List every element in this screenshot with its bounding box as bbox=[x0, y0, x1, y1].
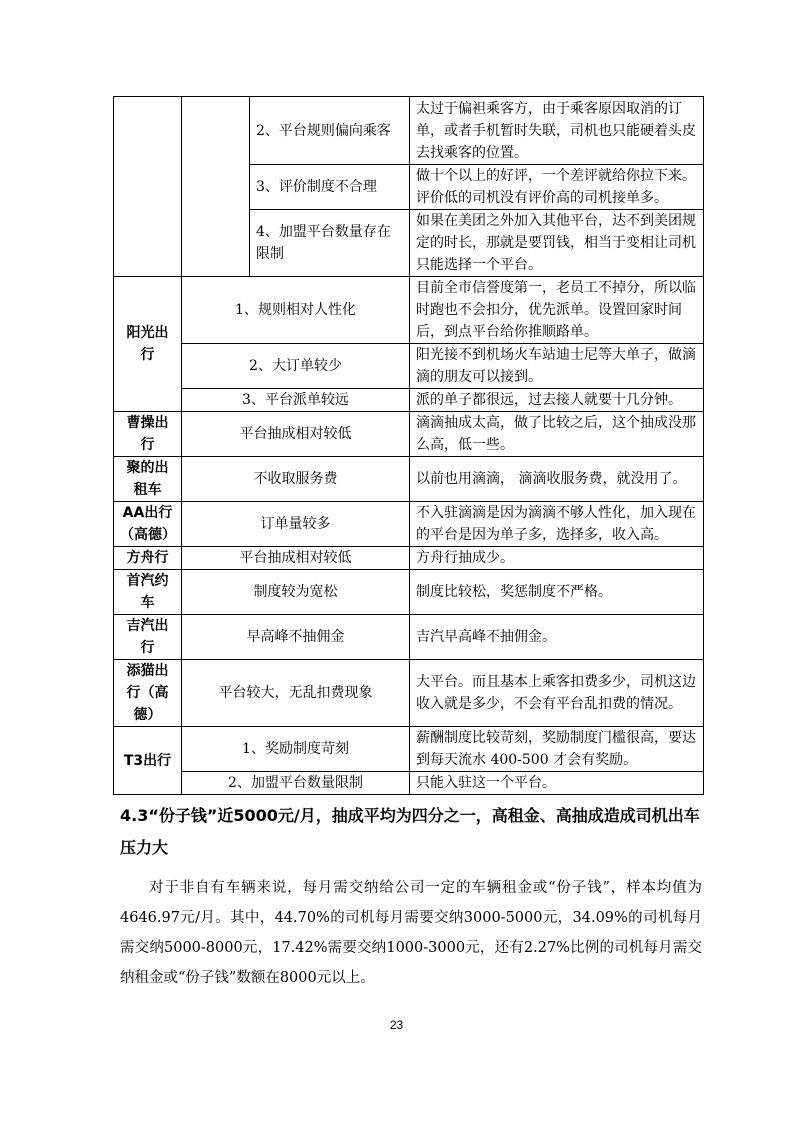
factor-cell: 早高峰不抽佣金 bbox=[182, 615, 410, 660]
factor-cell: 3、评价制度不合理 bbox=[250, 165, 410, 210]
description-cell: 阳光接不到机场火车站迪士尼等大单子，做滴滴的朋友可以接到。 bbox=[410, 344, 704, 389]
table-row bbox=[114, 502, 704, 547]
description-cell: 派的单子都很远，过去接人就要十几分钟。 bbox=[410, 389, 704, 412]
company-cell: 阳光出行 bbox=[114, 277, 182, 412]
table-row bbox=[114, 412, 704, 457]
description-cell: 只能入驻这一个平台。 bbox=[410, 772, 704, 795]
table-row bbox=[114, 547, 704, 570]
section-heading: 4.3“份子钱”近5000元/月，抽成平均为四分之一，高租金、高抽成造成司机出车压力大 bbox=[120, 806, 700, 857]
table-row bbox=[114, 660, 704, 727]
company-cell: 首汽约车 bbox=[114, 570, 182, 615]
factor-cell: 1、规则相对人性化 bbox=[182, 277, 410, 344]
table-row bbox=[114, 727, 704, 772]
factor-cell: 3、平台派单较远 bbox=[182, 389, 410, 412]
table-row bbox=[114, 772, 704, 795]
factor-cell: 订单量较多 bbox=[182, 502, 410, 547]
table-row bbox=[114, 457, 704, 502]
factor-cell: 2、加盟平台数量限制 bbox=[182, 772, 410, 795]
factor-cell: 2、平台规则偏向乘客 bbox=[250, 97, 410, 165]
description-cell: 方舟行抽成少。 bbox=[410, 547, 704, 570]
company-cell: AA出行（高德） bbox=[114, 502, 182, 547]
description-cell: 以前也用滴滴， 滴滴收服务费，就没用了。 bbox=[410, 457, 704, 502]
company-cell: 方舟行 bbox=[114, 547, 182, 570]
factor-cell: 不收取服务费 bbox=[182, 457, 410, 502]
description-cell: 吉汽早高峰不抽佣金。 bbox=[410, 615, 704, 660]
description-cell: 滴滴抽成太高，做了比较之后，这个抽成没那么高，低一些。 bbox=[410, 412, 704, 457]
description-cell: 薪酬制度比较苛刻，奖励制度门槛很高，要达到每天流水 400-500 才会有奖励。 bbox=[410, 727, 704, 772]
table-row bbox=[114, 344, 704, 389]
blank-cell bbox=[182, 97, 250, 277]
table-row bbox=[114, 277, 704, 344]
description-cell: 制度比较松，奖惩制度不严格。 bbox=[410, 570, 704, 615]
company-cell: T3出行 bbox=[114, 727, 182, 795]
factor-cell: 2、大订单较少 bbox=[182, 344, 410, 389]
company-cell: 聚的出租车 bbox=[114, 457, 182, 502]
table-row bbox=[114, 615, 704, 660]
table-row bbox=[114, 570, 704, 615]
page-number: 23 bbox=[389, 1018, 404, 1032]
factor-cell: 4、加盟平台数量存在限制 bbox=[250, 210, 410, 277]
table-row bbox=[114, 97, 704, 165]
body-paragraph: 对于非自有车辆来说，每月需交纳给公司一定的车辆租金或“份子钱”，样本均值为4646.97元/月。其中，44.70%的司机每月需要交纳3000-5000元，34.09%的司机每月需交纳5000-8000元，17.42%需要交纳1000-3000元，还有2.27%比例的司机每月需交纳租金或“份子钱”数额在8000元以上。 bbox=[120, 880, 702, 986]
description-cell: 如果在美团之外加入其他平台，达不到美团规定的时长，那就是要罚钱，相当于变相让司机只能选择一个平台。 bbox=[410, 210, 704, 277]
company-cell: 曹操出行 bbox=[114, 412, 182, 457]
description-cell: 太过于偏袒乘客方，由于乘客原因取消的订单，或者手机暂时失联，司机也只能硬着头皮去找乘客的位置。 bbox=[410, 97, 704, 165]
description-cell: 不入驻滴滴是因为滴滴不够人性化，加入现在的平台是因为单子多，选择多，收入高。 bbox=[410, 502, 704, 547]
platform-comparison-table bbox=[113, 96, 704, 795]
factor-cell: 平台较大，无乱扣费现象 bbox=[182, 660, 410, 727]
description-cell: 大平台。而且基本上乘客扣费多少，司机这边收入就是多少，不会有平台乱扣费的情况。 bbox=[410, 660, 704, 727]
description-cell: 做十个以上的好评，一个差评就给你拉下来。评价低的司机没有评价高的司机接单多。 bbox=[410, 165, 704, 210]
company-cell: 吉汽出行 bbox=[114, 615, 182, 660]
factor-cell: 平台抽成相对较低 bbox=[182, 547, 410, 570]
description-cell: 目前全市信誉度第一，老员工不掉分，所以临时跑也不会扣分，优先派单。设置回家时间后，到点平台给你推顺路单。 bbox=[410, 277, 704, 344]
factor-cell: 平台抽成相对较低 bbox=[182, 412, 410, 457]
company-cell bbox=[114, 97, 182, 277]
table-row bbox=[114, 389, 704, 412]
company-cell: 添猫出行（高德） bbox=[114, 660, 182, 727]
factor-cell: 制度较为宽松 bbox=[182, 570, 410, 615]
factor-cell: 1、奖励制度苛刻 bbox=[182, 727, 410, 772]
